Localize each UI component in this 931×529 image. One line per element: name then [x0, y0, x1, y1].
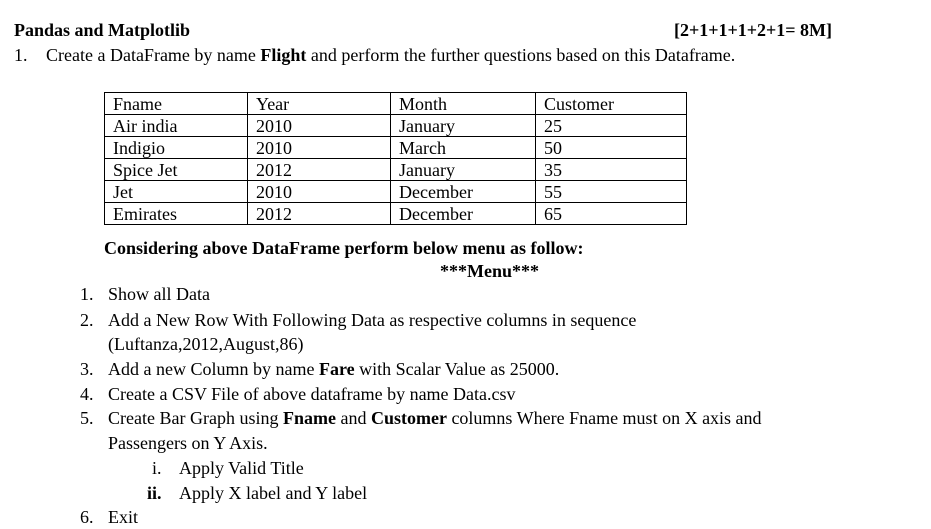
table-cell: 65: [536, 203, 687, 225]
question-number: 1.: [14, 45, 28, 65]
table-cell: 2010: [248, 115, 391, 137]
menu-item-text: and: [335, 408, 371, 428]
table-cell: 35: [536, 159, 687, 181]
menu-item-add-row: Add a New Row With Following Data as respective columns in sequence: [108, 310, 637, 330]
flight-table: [104, 92, 687, 225]
table-cell: 55: [536, 181, 687, 203]
menu-item-bar-graph: [108, 408, 762, 429]
sub-item-number: i.: [152, 458, 162, 478]
menu-item-text: with Scalar Value as 25000.: [354, 359, 560, 379]
question-text-before: Create a DataFrame by name: [46, 45, 261, 65]
table-cell: 2012: [248, 159, 391, 181]
menu-item-number: 2.: [80, 310, 94, 330]
marks-label: [2+1+1+1+2+1= 8M]: [674, 20, 833, 40]
table-cell: December: [391, 181, 536, 203]
table-cell: December: [391, 203, 536, 225]
table-cell: Indigio: [105, 137, 248, 159]
menu-item-text: Add a new Column by name: [108, 359, 319, 379]
table-row: [105, 137, 687, 159]
table-cell: 2010: [248, 181, 391, 203]
table-row: [105, 159, 687, 181]
menu-item-text: Create Bar Graph using: [108, 408, 283, 428]
table-cell: Emirates: [105, 203, 248, 225]
question-1: [14, 45, 735, 66]
menu-item-text: columns Where Fname must on X axis and: [446, 408, 762, 428]
column-header: Customer: [536, 93, 687, 115]
menu-item-exit: Exit: [108, 507, 138, 527]
table-cell: 25: [536, 115, 687, 137]
menu-item-number: 4.: [80, 384, 94, 404]
sub-item-title: Apply Valid Title: [179, 458, 304, 478]
column-name: Customer: [370, 408, 447, 428]
section-title: Pandas and Matplotlib: [14, 20, 191, 40]
menu-item-number: 5.: [80, 408, 94, 428]
table-row: [105, 115, 687, 137]
column-header: Fname: [105, 93, 248, 115]
table-cell: Air india: [105, 115, 248, 137]
table-cell: Spice Jet: [105, 159, 248, 181]
table-cell: January: [391, 115, 536, 137]
table-cell: January: [391, 159, 536, 181]
table-cell: 2012: [248, 203, 391, 225]
question-text-after: and perform the further questions based on this Dataframe.: [306, 45, 736, 65]
dataframe-name: Flight: [260, 45, 307, 65]
table-cell: 50: [536, 137, 687, 159]
table-cell: Jet: [105, 181, 248, 203]
table-cell: March: [391, 137, 536, 159]
menu-item-add-row-data: (Luftanza,2012,August,86): [108, 334, 304, 354]
considering-heading: Considering above DataFrame perform below menu as follow:: [104, 238, 584, 258]
menu-item-number: 6.: [80, 507, 94, 527]
menu-item-show-all: [80, 284, 94, 305]
column-name: Fname: [282, 408, 336, 428]
sub-item-number: ii.: [147, 483, 162, 503]
menu-item-number: 1.: [80, 284, 94, 304]
menu-item-number: 3.: [80, 359, 94, 379]
column-header: Month: [391, 93, 536, 115]
table-row: [105, 181, 687, 203]
menu-item-bar-graph-line2: Passengers on Y Axis.: [108, 433, 268, 453]
column-header: Year: [248, 93, 391, 115]
menu-item-add-column: [108, 359, 559, 380]
sub-item-labels: Apply X label and Y label: [179, 483, 368, 503]
menu-title: ***Menu***: [440, 261, 539, 281]
column-name: Fare: [318, 359, 355, 379]
menu-item-create-csv: Create a CSV File of above dataframe by name Data.csv: [108, 384, 516, 404]
table-cell: 2010: [248, 137, 391, 159]
menu-item-text: Show all Data: [108, 284, 210, 304]
table-header-row: [105, 93, 687, 115]
table-row: [105, 203, 687, 225]
